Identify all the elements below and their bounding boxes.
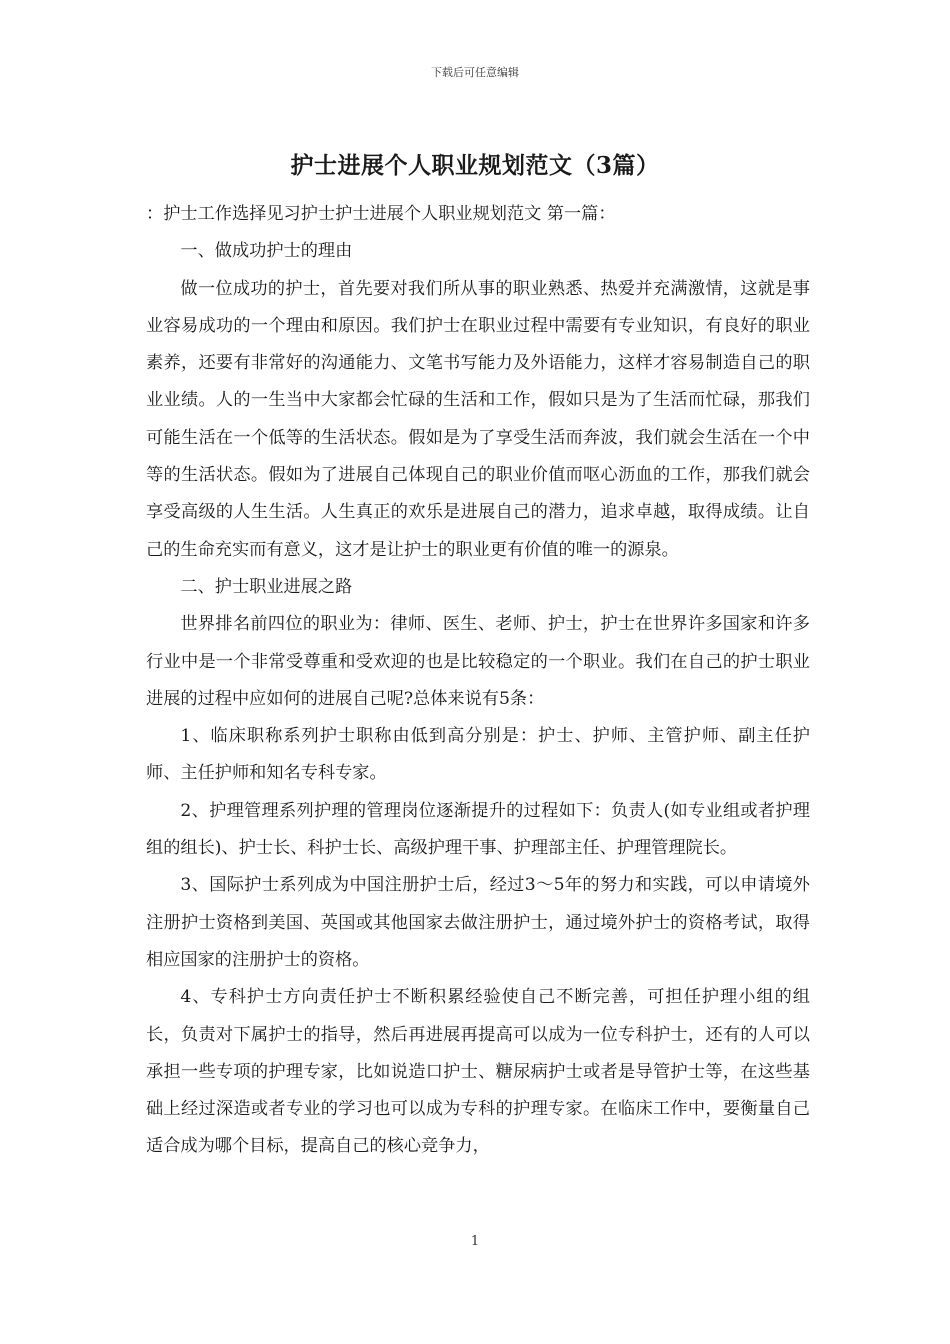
paragraph-reasons: 做一位成功的护士，首先要对我们所从事的职业熟悉、热爱并充满激情，这就是事业容易成功的一个理由和原因。我们护士在职业过程中需要有专业知识，有良好的职业素养，还要有非常好的沟通能力、文笔书写能力及外语能力，这样才容易制造自己的职业业绩。人的一生当中大家都会忙碌的生活和工作，假如只是为了生活而忙碌，那我们可能生活在一个低等的生活状态。假如是为了享受生活而奔波，我们就会生活在一个中等的生活状态。假如为了进展自己体现自己的职业价值而呕心沥血的工作，那我们就会享受高级的人生生活。人生真正的欢乐是进展自己的潜力，追求卓越，取得成绩。让自己的生命充实而有意义，这才是让护士的职业更有价值的唯一的源泉。	[146, 278, 810, 560]
intro-line: ：护士工作选择见习护士护士进展个人职业规划范文 第一篇：	[146, 204, 616, 224]
page-number: 1	[470, 1234, 480, 1249]
section-heading-1: 一、做成功护士的理由	[180, 241, 353, 262]
list-item-3: 3、国际护士系列成为中国注册护士后，经过3～5年的努力和实践，可以申请境外注册护士资格到美国、英国或其他国家去做注册护士，通过境外护士的资格考试，取得相应国家的注册护士的资格。	[146, 875, 810, 970]
document-title: 护士进展个人职业规划范文（3篇）	[290, 152, 660, 179]
page-header: 下载后可任意编辑	[431, 66, 519, 79]
document-body	[146, 196, 810, 1166]
list-item-1: 1、临床职称系列护士职称由低到高分别是：护士、护师、主管护师、副主任护师、主任护师和知名专科专家。	[146, 726, 810, 784]
paragraph-career-paths: 世界排名前四位的职业为：律师、医生、老师、护士，护士在世界许多国家和许多行业中是一个非常受尊重和受欢迎的也是比较稳定的一个职业。我们在自己的护士职业进展的过程中应如何的进展自己呢?总体来说有5条：	[146, 614, 810, 709]
section-heading-2: 二、护士职业进展之路	[180, 576, 353, 597]
list-item-2: 2、护理管理系列护理的管理岗位逐渐提升的过程如下：负责人(如专业组或者护理组的组长)、护士长、科护士长、高级护理干事、护理部主任、护理管理院长。	[146, 800, 810, 859]
list-item-4: 4、专科护士方向责任护士不断积累经验使自己不断完善，可担任护理小组的组长，负责对下属护士的指导，然后再进展再提高可以成为一位专科护士，还有的人可以承担一些专项的护理专家，比如说造口护士、糖尿病护士或者是导管护士等，在这些基础上经过深造或者专业的学习也可以成为专科的护理专家。在临床工作中，要衡量自己适合成为哪个目标，提高自己的核心竞争力，	[146, 987, 810, 1157]
